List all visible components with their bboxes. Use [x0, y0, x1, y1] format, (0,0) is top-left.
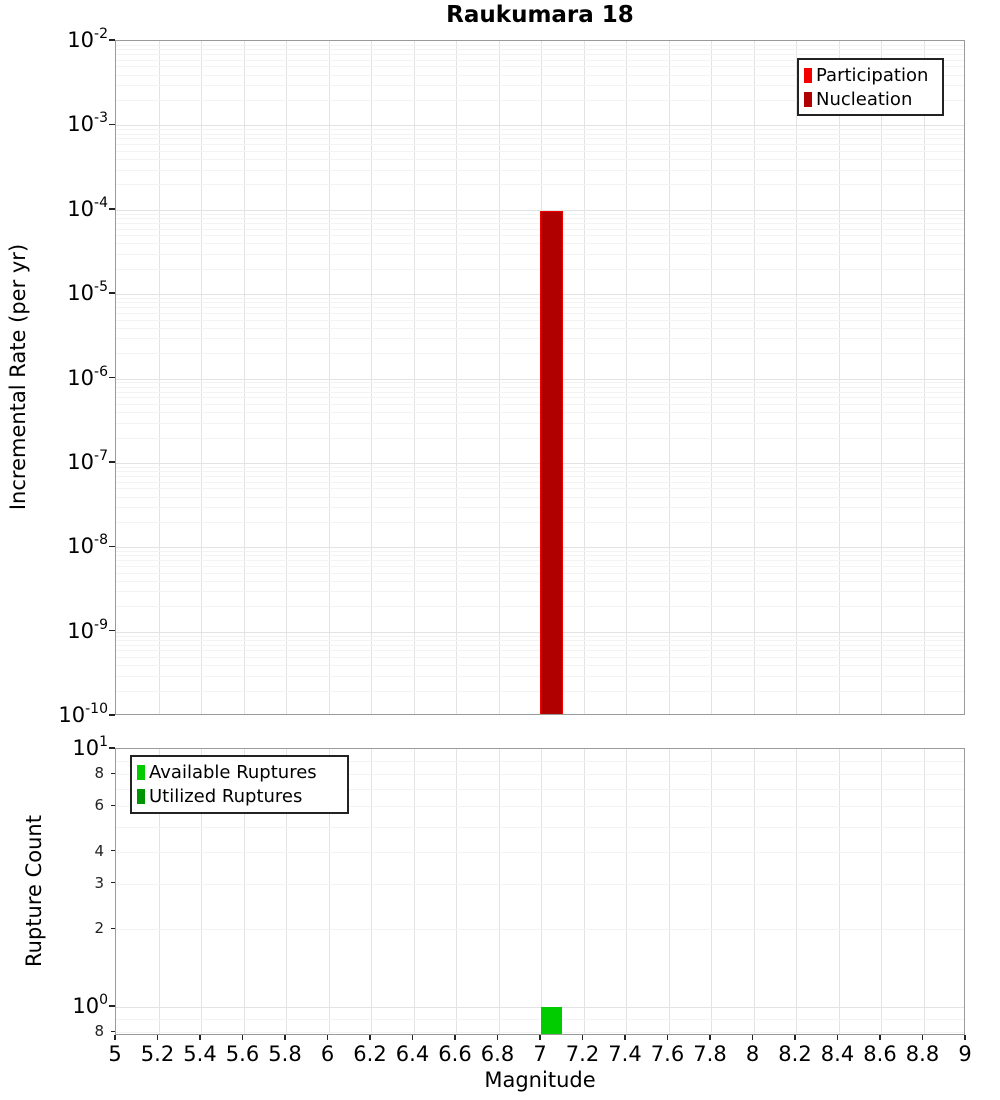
gridline-minor — [116, 184, 964, 185]
x-tick-mark — [412, 1035, 414, 1040]
nucleation-swatch-icon — [804, 92, 812, 107]
x-tick-mark — [242, 1035, 244, 1040]
gridline-vertical — [796, 749, 797, 1034]
y-tick-label: $10^{-4}$ — [67, 194, 108, 221]
x-tick-label: 5.8 — [268, 1042, 302, 1066]
x-tick-label: 7.4 — [608, 1042, 642, 1066]
y-tick-label: $10^{-10}$ — [58, 701, 108, 727]
gridline-minor — [116, 151, 964, 152]
y-tick-mark — [111, 882, 115, 883]
x-tick-label: 7.2 — [565, 1042, 600, 1066]
legend-row-utilized — [137, 786, 342, 807]
gridline-vertical — [456, 41, 457, 714]
x-tick-mark — [624, 1035, 626, 1040]
gridline-minor — [116, 45, 964, 46]
x-tick-mark — [497, 1035, 499, 1040]
gridline-minor — [116, 852, 964, 853]
x-tick-mark — [454, 1035, 456, 1040]
gridline-minor — [116, 134, 964, 135]
y-tick-mark — [109, 292, 115, 294]
legend-label-participation: Participation — [816, 64, 929, 86]
y-tick-mark — [109, 377, 115, 379]
gridline-major — [116, 1007, 964, 1008]
x-tick-label: 9 — [958, 1042, 972, 1066]
y-tick-label: $10^{-7}$ — [67, 447, 108, 474]
x-axis-title: Magnitude — [484, 1068, 596, 1092]
gridline-minor — [116, 138, 964, 139]
y-tick-mark — [111, 928, 115, 929]
y-tick-mark — [109, 747, 115, 749]
gridline-vertical — [881, 41, 882, 714]
x-tick-mark — [284, 1035, 286, 1040]
top-y-axis-title: Incremental Rate (per yr) — [6, 243, 30, 511]
x-tick-label: 6.4 — [395, 1042, 430, 1066]
gridline-vertical — [584, 41, 585, 714]
y-tick-label: $10^{-8}$ — [67, 532, 108, 559]
x-tick-label: 5.2 — [140, 1042, 175, 1066]
gridline-vertical — [669, 749, 670, 1034]
x-tick-label: 8.6 — [863, 1042, 897, 1066]
utilized-ruptures-swatch-icon — [137, 789, 145, 804]
x-tick-label: 5.4 — [183, 1042, 217, 1066]
x-tick-label: 7 — [533, 1042, 547, 1066]
x-tick-label: 5.6 — [225, 1042, 260, 1066]
x-tick-mark — [794, 1035, 796, 1040]
y-tick-mark — [111, 773, 115, 774]
legend-row-available — [137, 762, 342, 783]
y-tick-mark — [109, 124, 115, 126]
gridline-vertical — [371, 41, 372, 714]
participation-swatch-icon — [804, 68, 812, 83]
x-tick-mark — [369, 1035, 371, 1040]
y-minor-tick-label: 2 — [94, 919, 104, 938]
gridline-vertical — [584, 749, 585, 1034]
gridline-vertical — [414, 749, 415, 1034]
gridline-vertical — [414, 41, 415, 714]
gridline-vertical — [669, 41, 670, 714]
gridline-vertical — [711, 749, 712, 1034]
x-tick-label: 8.2 — [778, 1042, 812, 1066]
top-legend — [797, 58, 944, 116]
y-minor-tick-label: 8 — [94, 1022, 104, 1040]
y-tick-label: $10^{-3}$ — [67, 110, 108, 137]
gridline-vertical — [626, 749, 627, 1034]
x-tick-mark — [582, 1035, 584, 1040]
gridline-vertical — [924, 749, 925, 1034]
gridline-minor — [116, 129, 964, 130]
y-tick-label: $10^{-5}$ — [67, 279, 108, 306]
gridline-vertical — [711, 41, 712, 714]
x-tick-label: 8.4 — [820, 1042, 855, 1066]
x-tick-label: 5 — [108, 1042, 122, 1066]
y-tick-mark — [111, 850, 115, 851]
gridline-minor — [116, 170, 964, 171]
y-minor-tick-label: 3 — [94, 873, 104, 892]
x-tick-mark — [837, 1035, 839, 1040]
x-tick-mark — [709, 1035, 711, 1040]
gridline-minor — [116, 827, 964, 828]
x-tick-mark — [199, 1035, 201, 1040]
gridline-vertical — [329, 41, 330, 714]
y-minor-tick-label: 8 — [94, 764, 104, 782]
gridline-vertical — [881, 749, 882, 1034]
y-tick-mark — [109, 461, 115, 463]
legend-label-available: Available Ruptures — [149, 762, 317, 783]
y-tick-mark — [109, 630, 115, 632]
x-tick-mark — [114, 1035, 116, 1040]
y-tick-mark — [109, 546, 115, 548]
x-tick-mark — [667, 1035, 669, 1040]
gridline-vertical — [754, 41, 755, 714]
x-tick-mark — [752, 1035, 754, 1040]
gridline-vertical — [796, 41, 797, 714]
nucleation-bar — [541, 212, 562, 715]
available-ruptures-bar — [541, 1007, 562, 1035]
gridline-vertical — [371, 749, 372, 1034]
gridline-vertical — [626, 41, 627, 714]
x-tick-label: 6 — [320, 1042, 335, 1066]
gridline-vertical — [754, 749, 755, 1034]
x-tick-mark — [539, 1035, 541, 1040]
x-tick-label: 8 — [745, 1042, 760, 1066]
gridline-minor — [116, 1032, 964, 1033]
y-tick-label: $10^0$ — [72, 992, 108, 1018]
y-minor-tick-label: 4 — [94, 841, 104, 860]
y-minor-tick-label: 6 — [94, 796, 104, 815]
x-tick-mark — [327, 1035, 329, 1040]
gridline-minor — [116, 144, 964, 145]
x-tick-mark — [964, 1035, 966, 1040]
gridline-minor — [116, 159, 964, 160]
x-tick-mark — [922, 1035, 924, 1040]
gridline-vertical — [456, 749, 457, 1034]
y-tick-mark — [109, 208, 115, 210]
gridline-minor — [116, 54, 964, 55]
bottom-y-axis-title: Rupture Count — [22, 815, 46, 967]
available-ruptures-swatch-icon — [137, 765, 145, 780]
gridline-vertical — [499, 749, 500, 1034]
gridline-vertical — [159, 41, 160, 714]
gridline-minor — [116, 884, 964, 885]
x-tick-label: 6.6 — [438, 1042, 472, 1066]
gridline-vertical — [201, 41, 202, 714]
gridline-vertical — [499, 41, 500, 714]
gridline-vertical — [541, 749, 542, 1034]
y-tick-label: $10^{-9}$ — [67, 616, 108, 643]
x-tick-label: 7.8 — [693, 1042, 727, 1066]
top-panel-plot-area — [115, 40, 965, 715]
y-tick-label: $10^{-2}$ — [67, 26, 108, 52]
y-tick-mark — [111, 1031, 115, 1032]
figure-title: Raukumara 18 — [446, 2, 634, 28]
x-tick-mark — [879, 1035, 881, 1040]
gridline-vertical — [839, 749, 840, 1034]
x-tick-label: 6.2 — [353, 1042, 387, 1066]
gridline-vertical — [286, 41, 287, 714]
gridline-vertical — [924, 41, 925, 714]
x-tick-label: 8.8 — [905, 1042, 940, 1066]
y-tick-mark — [109, 39, 115, 41]
x-tick-label: 6.8 — [480, 1042, 515, 1066]
gridline-major — [116, 125, 964, 126]
bottom-legend — [130, 755, 349, 814]
gridline-minor — [116, 49, 964, 50]
gridline-vertical — [244, 41, 245, 714]
x-tick-label: 7.6 — [650, 1042, 685, 1066]
gridline-minor — [116, 1019, 964, 1020]
legend-label-utilized: Utilized Ruptures — [149, 786, 303, 807]
gridline-minor — [116, 929, 964, 930]
y-tick-mark — [109, 1005, 115, 1007]
y-tick-mark — [111, 805, 115, 806]
y-tick-label: $10^{-6}$ — [67, 363, 108, 390]
x-tick-mark — [157, 1035, 159, 1040]
gridline-vertical — [839, 41, 840, 714]
y-tick-label: $10^1$ — [72, 734, 108, 760]
legend-label-nucleation: Nucleation — [816, 88, 913, 110]
y-tick-mark — [109, 714, 115, 716]
legend-row-participation — [804, 65, 937, 86]
legend-row-nucleation — [804, 89, 937, 110]
